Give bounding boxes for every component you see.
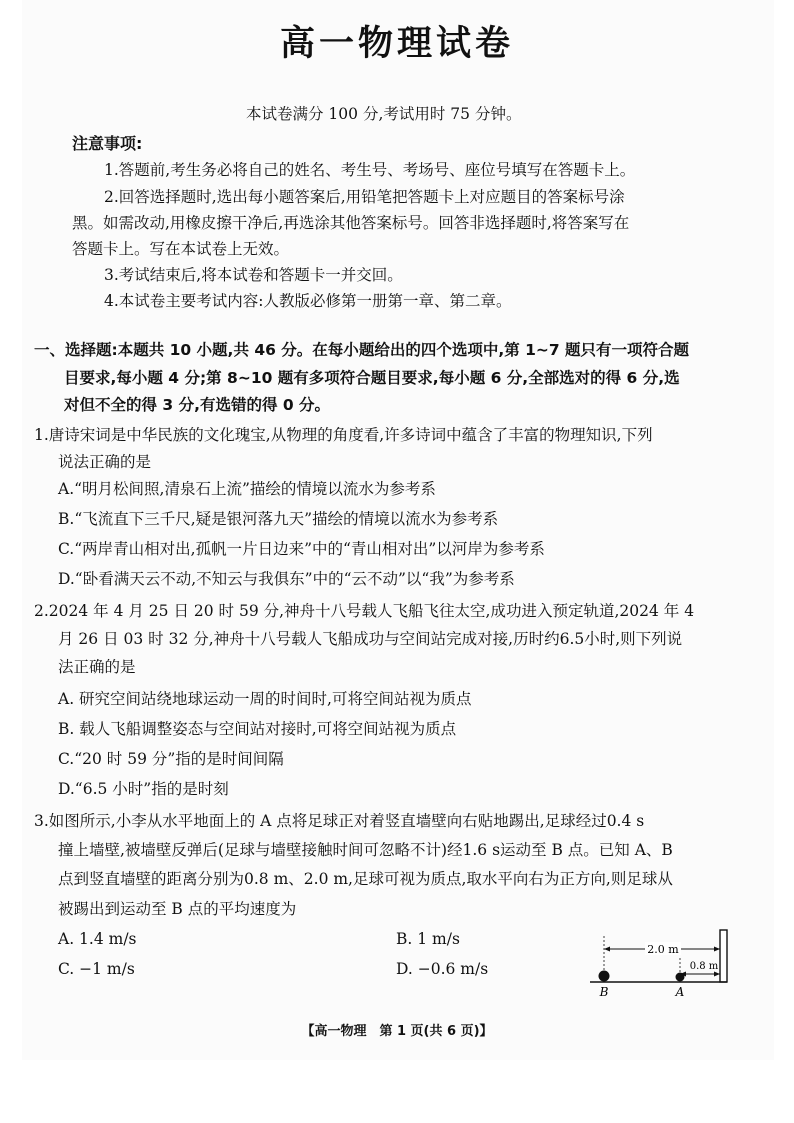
answer-option: B. 载人飞船调整姿态与空间站对接时,可将空间站视为质点 [58,720,457,738]
arrow-head [714,947,720,952]
question-stem: 法正确的是 [58,658,136,676]
answer-option: C. −1 m/s [58,960,135,978]
note-line: 答题卡上。写在本试卷上无效。 [72,240,290,258]
answer-option: A.“明月松间照,清泉石上流”描绘的情境以流水为参考系 [58,480,436,498]
answer-option: B. 1 m/s [396,930,460,948]
question-stem: 2.2024 年 4 月 25 日 20 时 59 分,神舟十八号载人飞船飞往太空,成功进入预定轨道,2024 年 4 [34,602,695,620]
note-line: 1.答题前,考生务必将自己的姓名、考生号、考场号、座位号填写在答题卡上。 [104,161,636,179]
note-line: 4.本试卷主要考试内容:人教版必修第一册第一章、第二章。 [104,292,512,310]
question-stem: 1.唐诗宋词是中华民族的文化瑰宝,从物理的角度看,许多诗词中蕴含了丰富的物理知识,下列 [34,426,653,444]
answer-option: D.“卧看满天云不动,不知云与我俱东”中的“云不动”以“我”为参考系 [58,570,515,588]
ball-b [599,971,610,982]
label-b: B [599,985,609,998]
answer-option: C.“两岸青山相对出,孤帆一片日边来”中的“青山相对出”以河岸为参考系 [58,540,545,558]
label-a: A [675,985,685,998]
question-stem: 3.如图所示,小李从水平地面上的 A 点将足球正对着竖直墙壁向右贴地踢出,足球经过0.4 s [34,812,645,830]
answer-option: B.“飞流直下三千尺,疑是银河落九天”描绘的情境以流水为参考系 [58,510,499,528]
question-stem: 点到竖直墙壁的距离分别为0.8 m、2.0 m,足球可视为质点,取水平向右为正方向,则足球从 [58,870,673,888]
note-line: 2.回答选择题时,选出每小题答案后,用铅笔把答题卡上对应题目的答案标号涂 [104,188,625,206]
answer-option: A. 1.4 m/s [58,930,137,948]
question-stem: 说法正确的是 [58,453,152,471]
section-header: 目要求,每小题 4 分;第 8~10 题有多项符合题目要求,每小题 6 分,全部选对的得 6 分,选 [64,369,680,387]
section-header: 一、选择题:本题共 10 小题,共 46 分。在每小题给出的四个选项中,第 1~7 题只有一项符合题 [34,341,690,359]
notes-heading: 注意事项: [72,134,143,153]
dim-label-b: 2.0 m [647,943,679,956]
answer-option: D.“6.5 小时”指的是时刻 [58,780,229,798]
q3-figure [590,926,740,998]
answer-option: A. 研究空间站绕地球运动一周的时间时,可将空间站视为质点 [58,690,472,708]
note-line: 黑。如需改动,用橡皮擦干净后,再选涂其他答案标号。回答非选择题时,将答案写在 [72,214,630,232]
wall [720,930,727,982]
page-footer: 【高一物理 第 1 页(共 6 页)】 [301,1024,493,1039]
question-stem: 被踢出到运动至 B 点的平均速度为 [58,900,297,918]
note-line: 3.考试结束后,将本试卷和答题卡一并交回。 [104,266,403,284]
answer-option: D. −0.6 m/s [396,960,489,978]
exam-subtitle: 本试卷满分 100 分,考试用时 75 分钟。 [246,105,522,123]
section-header: 对但不全的得 3 分,有选错的得 0 分。 [64,396,331,414]
exam-title: 高一物理试卷 [279,24,514,64]
dim-label-a: 0.8 m [689,961,719,972]
question-stem: 撞上墙壁,被墙壁反弹后(足球与墙壁接触时间可忽略不计)经1.6 s运动至 B 点。已知 A、B [58,841,673,859]
answer-option: C.“20 时 59 分”指的是时间间隔 [58,750,284,768]
question-stem: 月 26 日 03 时 32 分,神舟十八号载人飞船成功与空间站完成对接,历时约6.5小时,则下列说 [58,630,683,648]
arrow-head [714,972,720,977]
arrow-head [604,947,610,952]
